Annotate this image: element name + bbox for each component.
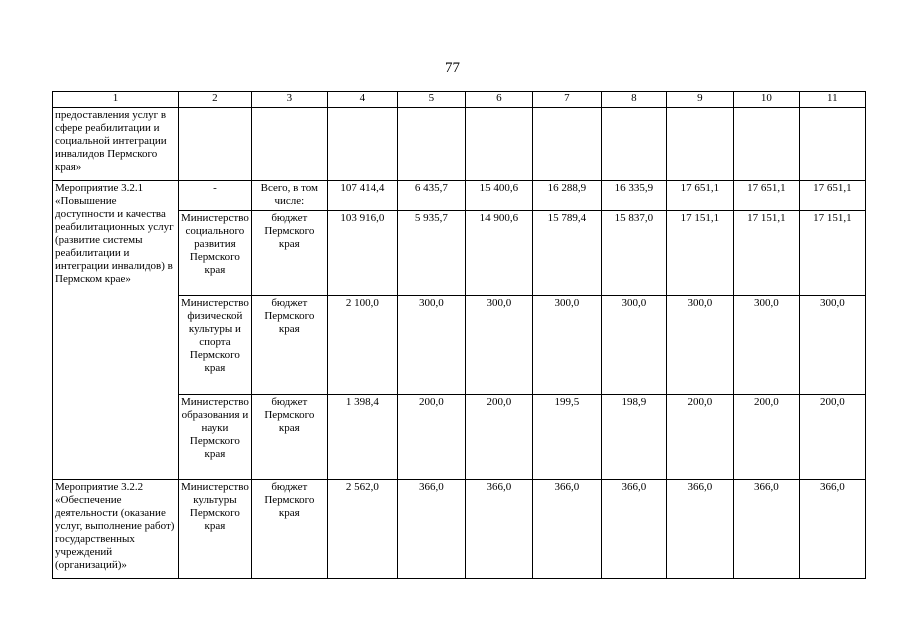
value-cell: 366,0 [397,480,465,579]
value-cell: 107 414,4 [327,181,397,211]
value-cell: 17 151,1 [733,211,799,296]
continuation-row [53,108,866,181]
value-cell: 6 435,7 [397,181,465,211]
empty-cell [733,108,799,181]
value-cell: 200,0 [733,395,799,480]
value-cell: 200,0 [397,395,465,480]
empty-cell [666,108,733,181]
executor-cell: Министерство образования и науки Пермского края [179,395,252,480]
value-cell: 17 151,1 [666,211,733,296]
value-cell: 200,0 [465,395,532,480]
source-cell: бюджет Пермского края [251,480,327,579]
source-cell: Всего, в том числе: [251,181,327,211]
header-cell: 4 [327,92,397,108]
header-cell: 7 [532,92,601,108]
value-cell: 366,0 [532,480,601,579]
value-cell: 300,0 [532,296,601,395]
value-cell: 300,0 [666,296,733,395]
measure-3-2-1-name: Мероприятие 3.2.1 «Повышение доступности и качества реабилитационных услуг (развитие системы реабилитации и интеграции инвалидов) в Пермском крае» [53,181,179,480]
value-cell: 366,0 [733,480,799,579]
value-cell: 366,0 [799,480,865,579]
header-cell: 8 [601,92,666,108]
budget-table [52,91,866,579]
source-cell: бюджет Пермского края [251,296,327,395]
value-cell: 300,0 [733,296,799,395]
executor-cell: Министерство культуры Пермского края [179,480,252,579]
empty-cell [251,108,327,181]
table-header-row [53,92,866,108]
empty-cell [601,108,666,181]
value-cell: 5 935,7 [397,211,465,296]
value-cell: 300,0 [397,296,465,395]
header-cell: 9 [666,92,733,108]
value-cell: 14 900,6 [465,211,532,296]
table-row [53,181,866,211]
table-row [53,480,866,579]
empty-cell [397,108,465,181]
empty-cell [532,108,601,181]
empty-cell [465,108,532,181]
executor-cell: - [179,181,252,211]
value-cell: 300,0 [465,296,532,395]
header-cell: 1 [53,92,179,108]
empty-cell [799,108,865,181]
value-cell: 15 400,6 [465,181,532,211]
value-cell: 15 837,0 [601,211,666,296]
header-cell: 11 [799,92,865,108]
executor-cell: Министерство социального развития Пермского края [179,211,252,296]
value-cell: 17 151,1 [799,211,865,296]
header-cell: 6 [465,92,532,108]
header-cell: 3 [251,92,327,108]
empty-cell [327,108,397,181]
continuation-text: предоставления услуг в сфере реабилитации и социальной интеграции инвалидов Пермского края» [53,108,179,181]
value-cell: 2 100,0 [327,296,397,395]
value-cell: 366,0 [601,480,666,579]
empty-cell [179,108,252,181]
value-cell: 366,0 [465,480,532,579]
value-cell: 1 398,4 [327,395,397,480]
value-cell: 2 562,0 [327,480,397,579]
value-cell: 17 651,1 [666,181,733,211]
value-cell: 300,0 [799,296,865,395]
value-cell: 366,0 [666,480,733,579]
page-number: 77 [445,60,460,76]
value-cell: 200,0 [666,395,733,480]
value-cell: 17 651,1 [799,181,865,211]
value-cell: 200,0 [799,395,865,480]
value-cell: 103 916,0 [327,211,397,296]
value-cell: 199,5 [532,395,601,480]
source-cell: бюджет Пермского края [251,395,327,480]
measure-3-2-2-name: Мероприятие 3.2.2 «Обеспечение деятельности (оказание услуг, выполнение работ) государственных учреждений (организаций)» [53,480,179,579]
executor-cell: Министерство физической культуры и спорта Пермского края [179,296,252,395]
source-cell: бюджет Пермского края [251,211,327,296]
value-cell: 15 789,4 [532,211,601,296]
value-cell: 17 651,1 [733,181,799,211]
value-cell: 300,0 [601,296,666,395]
value-cell: 16 335,9 [601,181,666,211]
value-cell: 198,9 [601,395,666,480]
header-cell: 5 [397,92,465,108]
header-cell: 2 [179,92,252,108]
header-cell: 10 [733,92,799,108]
value-cell: 16 288,9 [532,181,601,211]
